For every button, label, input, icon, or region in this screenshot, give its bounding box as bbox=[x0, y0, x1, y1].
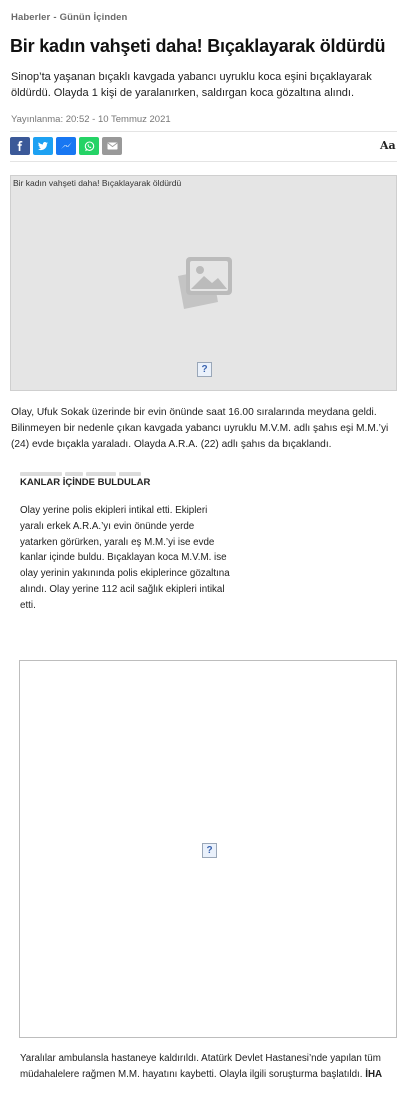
messenger-icon bbox=[61, 142, 72, 150]
article-paragraph-3-text: Yaralılar ambulansla hastaneye kaldırıldı. Atatürk Devlet Hastanesi’nde yapılan tüm müdahalelere rağmen M.M. hayatını kaybetti. Olayla ilgili soruşturma başlatıldı. bbox=[20, 1053, 381, 1080]
article-title: Bir kadın vahşeti daha! Bıçaklayarak öldürdü bbox=[10, 36, 386, 56]
divider-top bbox=[10, 131, 397, 132]
share-facebook-button[interactable] bbox=[10, 137, 30, 155]
broken-image-icon: ? bbox=[197, 362, 212, 377]
article-paragraph-2: Olay yerine polis ekipleri intikal etti. Ekipleri yaralı erkek A.R.A.’yı evin önünde yerde yatarken görürken, yaralı eş M.M.’yi ise evde kanlar içinde buldu. Bıçaklayan koca M.V.M. ise olay yerinin yakınında polis ekiplerince gözaltına alındı. Olay yerine 112 acil sağlık ekipleri intikal etti. bbox=[20, 505, 230, 611]
facebook-icon bbox=[15, 141, 25, 151]
share-whatsapp-button[interactable] bbox=[79, 137, 99, 155]
article-subheading: KANLAR İÇİNDE BULDULAR bbox=[20, 477, 151, 488]
article-source: İHA bbox=[365, 1069, 383, 1080]
embedded-media-frame[interactable] bbox=[19, 660, 397, 1038]
article-main-image bbox=[10, 175, 397, 391]
font-size-toggle[interactable]: Aa bbox=[380, 139, 396, 152]
breadcrumb-section-link[interactable]: Haberler bbox=[11, 12, 51, 23]
publish-date: Yayınlanma: 20:52 - 10 Temmuz 2021 bbox=[11, 114, 171, 125]
breadcrumb-separator: - bbox=[53, 12, 57, 23]
broken-image-icon: ? bbox=[202, 843, 217, 858]
share-email-button[interactable] bbox=[102, 137, 122, 155]
share-bar bbox=[10, 137, 122, 155]
divider-share bbox=[10, 161, 397, 162]
twitter-icon bbox=[38, 142, 48, 151]
mail-icon bbox=[107, 142, 118, 150]
article-spot: Sinop’ta yaşanan bıçaklı kavgada yabancı uyruklu koca eşini bıçaklayarak öldürdü. Olayda 1 kişi de yaralanırken, saldırgan koca gözaltına alındı. bbox=[11, 71, 372, 99]
image-placeholder-icon bbox=[174, 254, 234, 310]
whatsapp-icon bbox=[84, 141, 95, 152]
faint-overlay-text bbox=[20, 463, 150, 468]
article-paragraph-3 bbox=[20, 1051, 400, 1083]
article-paragraph-1: Olay, Ufuk Sokak üzerinde bir evin önünde saat 16.00 sıralarında meydana geldi. Bilinmeyen bir nedenle çıkan kavgada yabancı uyruklu M.V.M. adlı şahıs eşi M.M.’yi (24) evde bıçakla yaraladı. Olayda A.R.A. (22) adlı şahıs da bıçaklandı. bbox=[11, 407, 389, 450]
share-twitter-button[interactable] bbox=[33, 137, 53, 155]
breadcrumb bbox=[11, 12, 127, 23]
share-messenger-button[interactable] bbox=[56, 137, 76, 155]
breadcrumb-category-link[interactable]: Günün İçinden bbox=[59, 12, 128, 23]
image-alt-text: Bir kadın vahşeti daha! Bıçaklayarak öldürdü bbox=[13, 178, 182, 188]
